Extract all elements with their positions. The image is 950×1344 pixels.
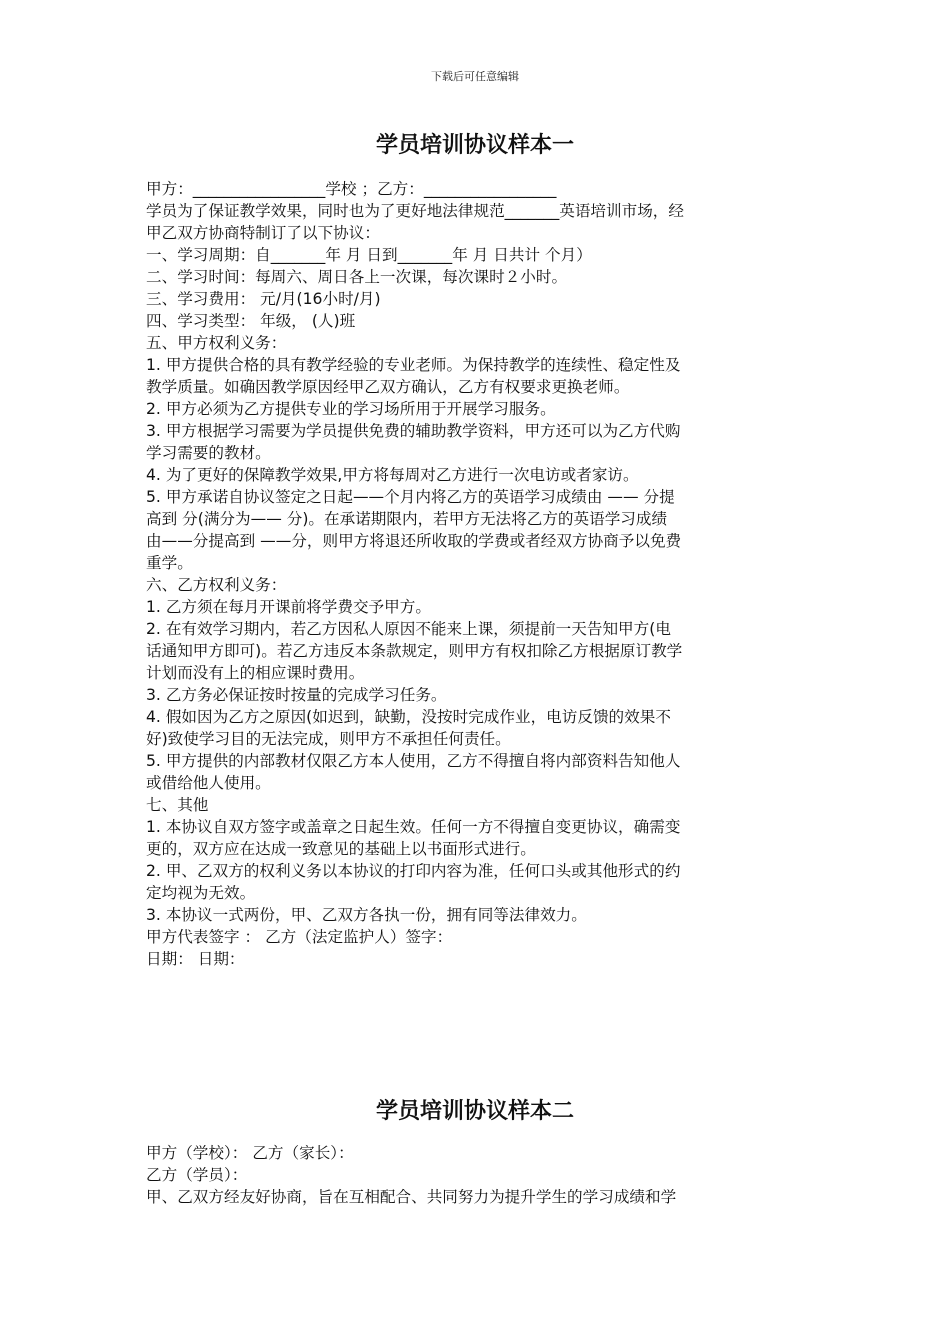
body-line: 甲乙双方协商特制订了以下协议： bbox=[146, 224, 380, 242]
body-line: 更的，双方应在达成一致意见的基础上以书面形式进行。 bbox=[146, 840, 536, 858]
body-line: 重学。 bbox=[146, 554, 193, 572]
body-line: 日期： 日期： bbox=[146, 950, 245, 968]
body-line: 3. 本协议一式两份，甲、乙双方各执一份，拥有同等法律效力。 bbox=[146, 906, 587, 924]
body-line: 计划而没有上的相应课时费用。 bbox=[146, 664, 365, 682]
body-line: 1. 甲方提供合格的具有教学经验的专业老师。为保持教学的连续性、稳定性及 bbox=[146, 356, 681, 374]
body-line: 3. 乙方务必保证按时按量的完成学习任务。 bbox=[146, 686, 447, 704]
body-line: 三、学习费用： 元/月(16小时/月) bbox=[146, 290, 381, 308]
body-line: 5. 甲方承诺自协议签定之日起——个月内将乙方的英语学习成绩由 —— 分提 bbox=[146, 488, 675, 506]
body-line: 由——分提高到 ——分，则甲方将退还所收取的学费或者经双方协商予以免费 bbox=[146, 532, 682, 550]
body-line: 好)致使学习目的无法完成，则甲方不承担任何责任。 bbox=[146, 730, 511, 748]
body-line: 七、其他 bbox=[146, 796, 209, 814]
body-line: 1. 乙方须在每月开课前将学费交予甲方。 bbox=[146, 598, 431, 616]
body-line: 一、学习周期：自_______年 月 日到_______年 月 日共计 个月） bbox=[146, 246, 592, 264]
body-line: 五、甲方权利义务： bbox=[146, 334, 287, 352]
body-line: 2. 在有效学习期内，若乙方因私人原因不能来上课，须提前一天告知甲方(电 bbox=[146, 620, 671, 638]
body-line: 甲方：_________________学校 ；乙方：_________________ bbox=[146, 180, 557, 198]
body-line: 甲、乙双方经友好协商，旨在互相配合、共同努力为提升学生的学习成绩和学 bbox=[146, 1188, 677, 1206]
body-line: 话通知甲方即可)。若乙方违反本条款规定，则甲方有权扣除乙方根据原订教学 bbox=[146, 642, 683, 660]
page-header-note: 下载后可任意编辑 bbox=[431, 70, 519, 83]
body-line: 甲方代表签字 ： 乙方（法定监护人）签字： bbox=[146, 928, 453, 946]
body-line: 1. 本协议自双方签字或盖章之日起生效。任何一方不得擅自变更协议，确需变 bbox=[146, 818, 681, 836]
body-line: 高到 分(满分为—— 分)。在承诺期限内，若甲方无法将乙方的英语学习成绩 bbox=[146, 510, 668, 528]
body-line: 学员为了保证教学效果，同时也为了更好地法律规范_______英语培训市场，经 bbox=[146, 202, 684, 220]
body-line: 2. 甲、乙双方的权利义务以本协议的打印内容为准，任何口头或其他形式的约 bbox=[146, 862, 681, 880]
body-line: 二、学习时间：每周六、周日各上一次课，每次课时２小时。 bbox=[146, 268, 568, 286]
body-line: 3. 甲方根据学习需要为学员提供免费的辅助教学资料，甲方还可以为乙方代购 bbox=[146, 422, 681, 440]
body-line: 2. 甲方必须为乙方提供专业的学习场所用于开展学习服务。 bbox=[146, 400, 556, 418]
body-line: 乙方（学员）： bbox=[146, 1166, 248, 1184]
agreement-body-1 bbox=[146, 178, 808, 970]
body-line: 4. 假如因为乙方之原因(如迟到，缺勤，没按时完成作业，电访反馈的效果不 bbox=[146, 708, 671, 726]
body-line: 4. 为了更好的保障教学效果,甲方将每周对乙方进行一次电访或者家访。 bbox=[146, 466, 639, 484]
body-line: 或借给他人使用。 bbox=[146, 774, 271, 792]
body-line: 四、学习类型： 年级， (人)班 bbox=[146, 312, 356, 330]
agreement-title-1: 学员培训协议样本一 bbox=[375, 132, 574, 158]
agreement-title-2: 学员培训协议样本二 bbox=[375, 1098, 574, 1124]
body-line: 六、乙方权利义务： bbox=[146, 576, 287, 594]
body-line: 甲方（学校）： 乙方（家长）： bbox=[146, 1144, 354, 1162]
body-line: 定均视为无效。 bbox=[146, 884, 256, 902]
agreement-body-2 bbox=[146, 1142, 808, 1208]
body-line: 教学质量。如确因教学原因经甲乙双方确认，乙方有权要求更换老师。 bbox=[146, 378, 630, 396]
body-line: 学习需要的教材。 bbox=[146, 444, 271, 462]
body-line: 5. 甲方提供的内部教材仅限乙方本人使用，乙方不得擅自将内部资料告知他人 bbox=[146, 752, 681, 770]
